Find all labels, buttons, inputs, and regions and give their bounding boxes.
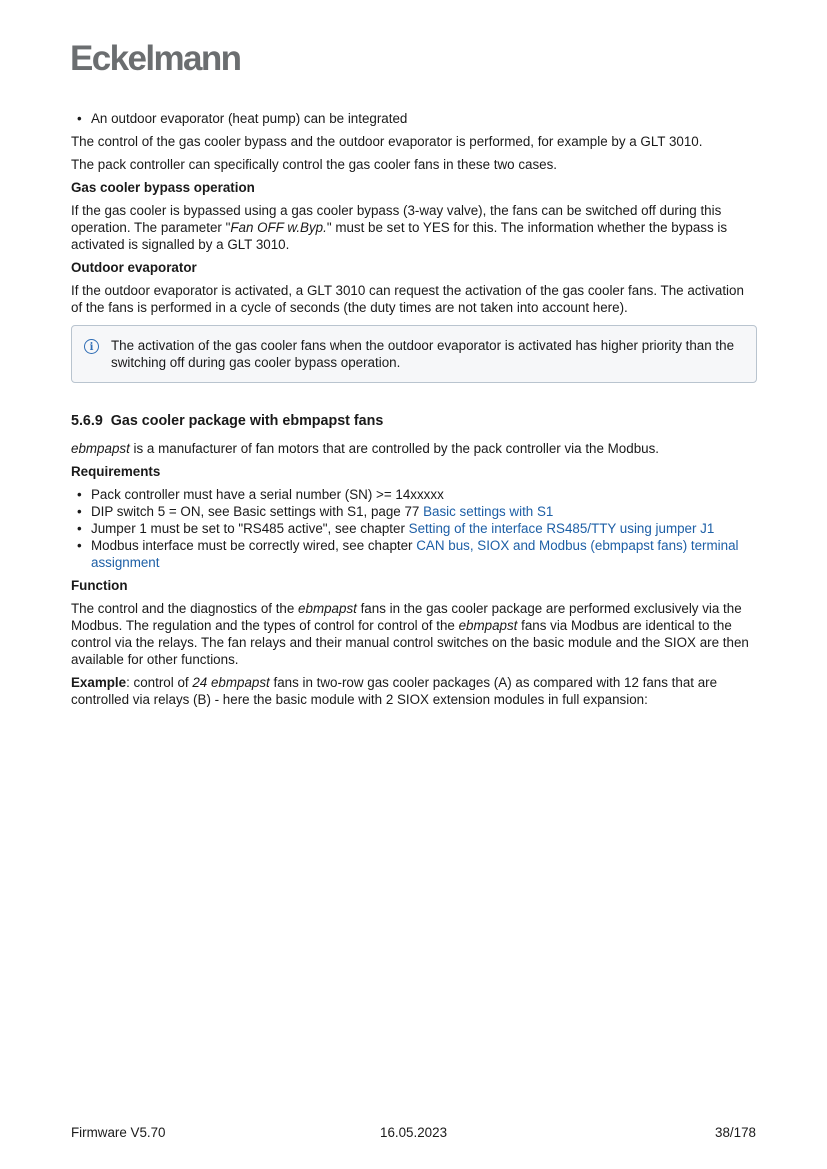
paragraph-outdoor: If the outdoor evaporator is activated, a GLT 3010 can request the activation of the gas cooler fans. The activation of the fans is performed in a cycle of seconds (the duty times are not taken into account here). — [71, 283, 744, 315]
info-note — [71, 325, 757, 383]
intro-bullet-list — [71, 110, 757, 127]
page-content — [71, 110, 757, 714]
heading-requirements: Requirements — [71, 464, 161, 479]
list-item: • Modbus interface must be correctly wired, see chapter CAN bus, SIOX and Modbus (ebmpapst fans) terminal assignment — [71, 537, 757, 571]
paragraph-function: The control and the diagnostics of the ebmpapst fans in the gas cooler package are performed exclusively via the Modbus. The regulation and the types of control for control of the ebmpapst fans via Modbus are identical to the control via the relays. The fan relays and their manual control switches on the basic module and the SIOX are then available for other functions. — [71, 601, 749, 667]
paragraph-control: The control of the gas cooler bypass and the outdoor evaporator is performed, for example by a GLT 3010. — [71, 134, 703, 149]
link-jumper-j1[interactable]: Setting of the interface RS485/TTY using jumper J1 — [408, 521, 715, 536]
paragraph-bypass: If the gas cooler is bypassed using a gas cooler bypass (3-way valve), the fans can be switched off during this operation. The parameter "Fan OFF w.Byp." must be set to YES for this. The information whether the bypass is activated is signalled by a GLT 3010. — [71, 203, 728, 252]
company-logo: Eckelmann — [70, 39, 241, 78]
footer-date: 16.05.2023 — [380, 1125, 448, 1140]
footer-page-number: 38/178 — [715, 1125, 756, 1140]
info-icon: i — [84, 339, 99, 354]
note-text: The activation of the gas cooler fans when the outdoor evaporator is activated has higher priority than the switching off during gas cooler bypass operation. — [111, 338, 735, 370]
paragraph-fans: The pack controller can specifically control the gas cooler fans in these two cases. — [71, 157, 558, 172]
paragraph-example: Example: control of 24 ebmpapst fans in two-row gas cooler packages (A) as compared with 12 fans that are controlled via relays (B) - here the basic module with 2 SIOX extension modules in full expansion: — [71, 675, 718, 707]
heading-function: Function — [71, 578, 128, 593]
heading-outdoor: Outdoor evaporator — [71, 260, 197, 275]
section-title: 5.6.9 Gas cooler package with ebmpapst fans — [71, 413, 384, 429]
paragraph-ebmpapst: ebmpapst is a manufacturer of fan motors that are controlled by the pack controller via the Modbus. — [71, 441, 660, 456]
list-item: • Pack controller must have a serial number (SN) >= 14xxxxx — [71, 486, 757, 503]
footer-firmware: Firmware V5.70 — [71, 1125, 166, 1140]
list-item: • An outdoor evaporator (heat pump) can be integrated — [71, 110, 757, 127]
heading-bypass: Gas cooler bypass operation — [71, 180, 255, 195]
link-can-bus[interactable]: CAN bus, SIOX and Modbus (ebmpapst fans) terminal assignment — [91, 538, 739, 570]
link-basic-settings[interactable]: Basic settings with S1 — [423, 504, 554, 519]
list-item: • DIP switch 5 = ON, see Basic settings with S1, page 77 Basic settings with S1 — [71, 503, 757, 520]
list-item: • Jumper 1 must be set to "RS485 active", see chapter Setting of the interface RS485/TTY using jumper J1 — [71, 520, 757, 537]
parameter-name: Fan OFF w.Byp. — [230, 220, 327, 235]
requirements-list — [71, 486, 757, 571]
